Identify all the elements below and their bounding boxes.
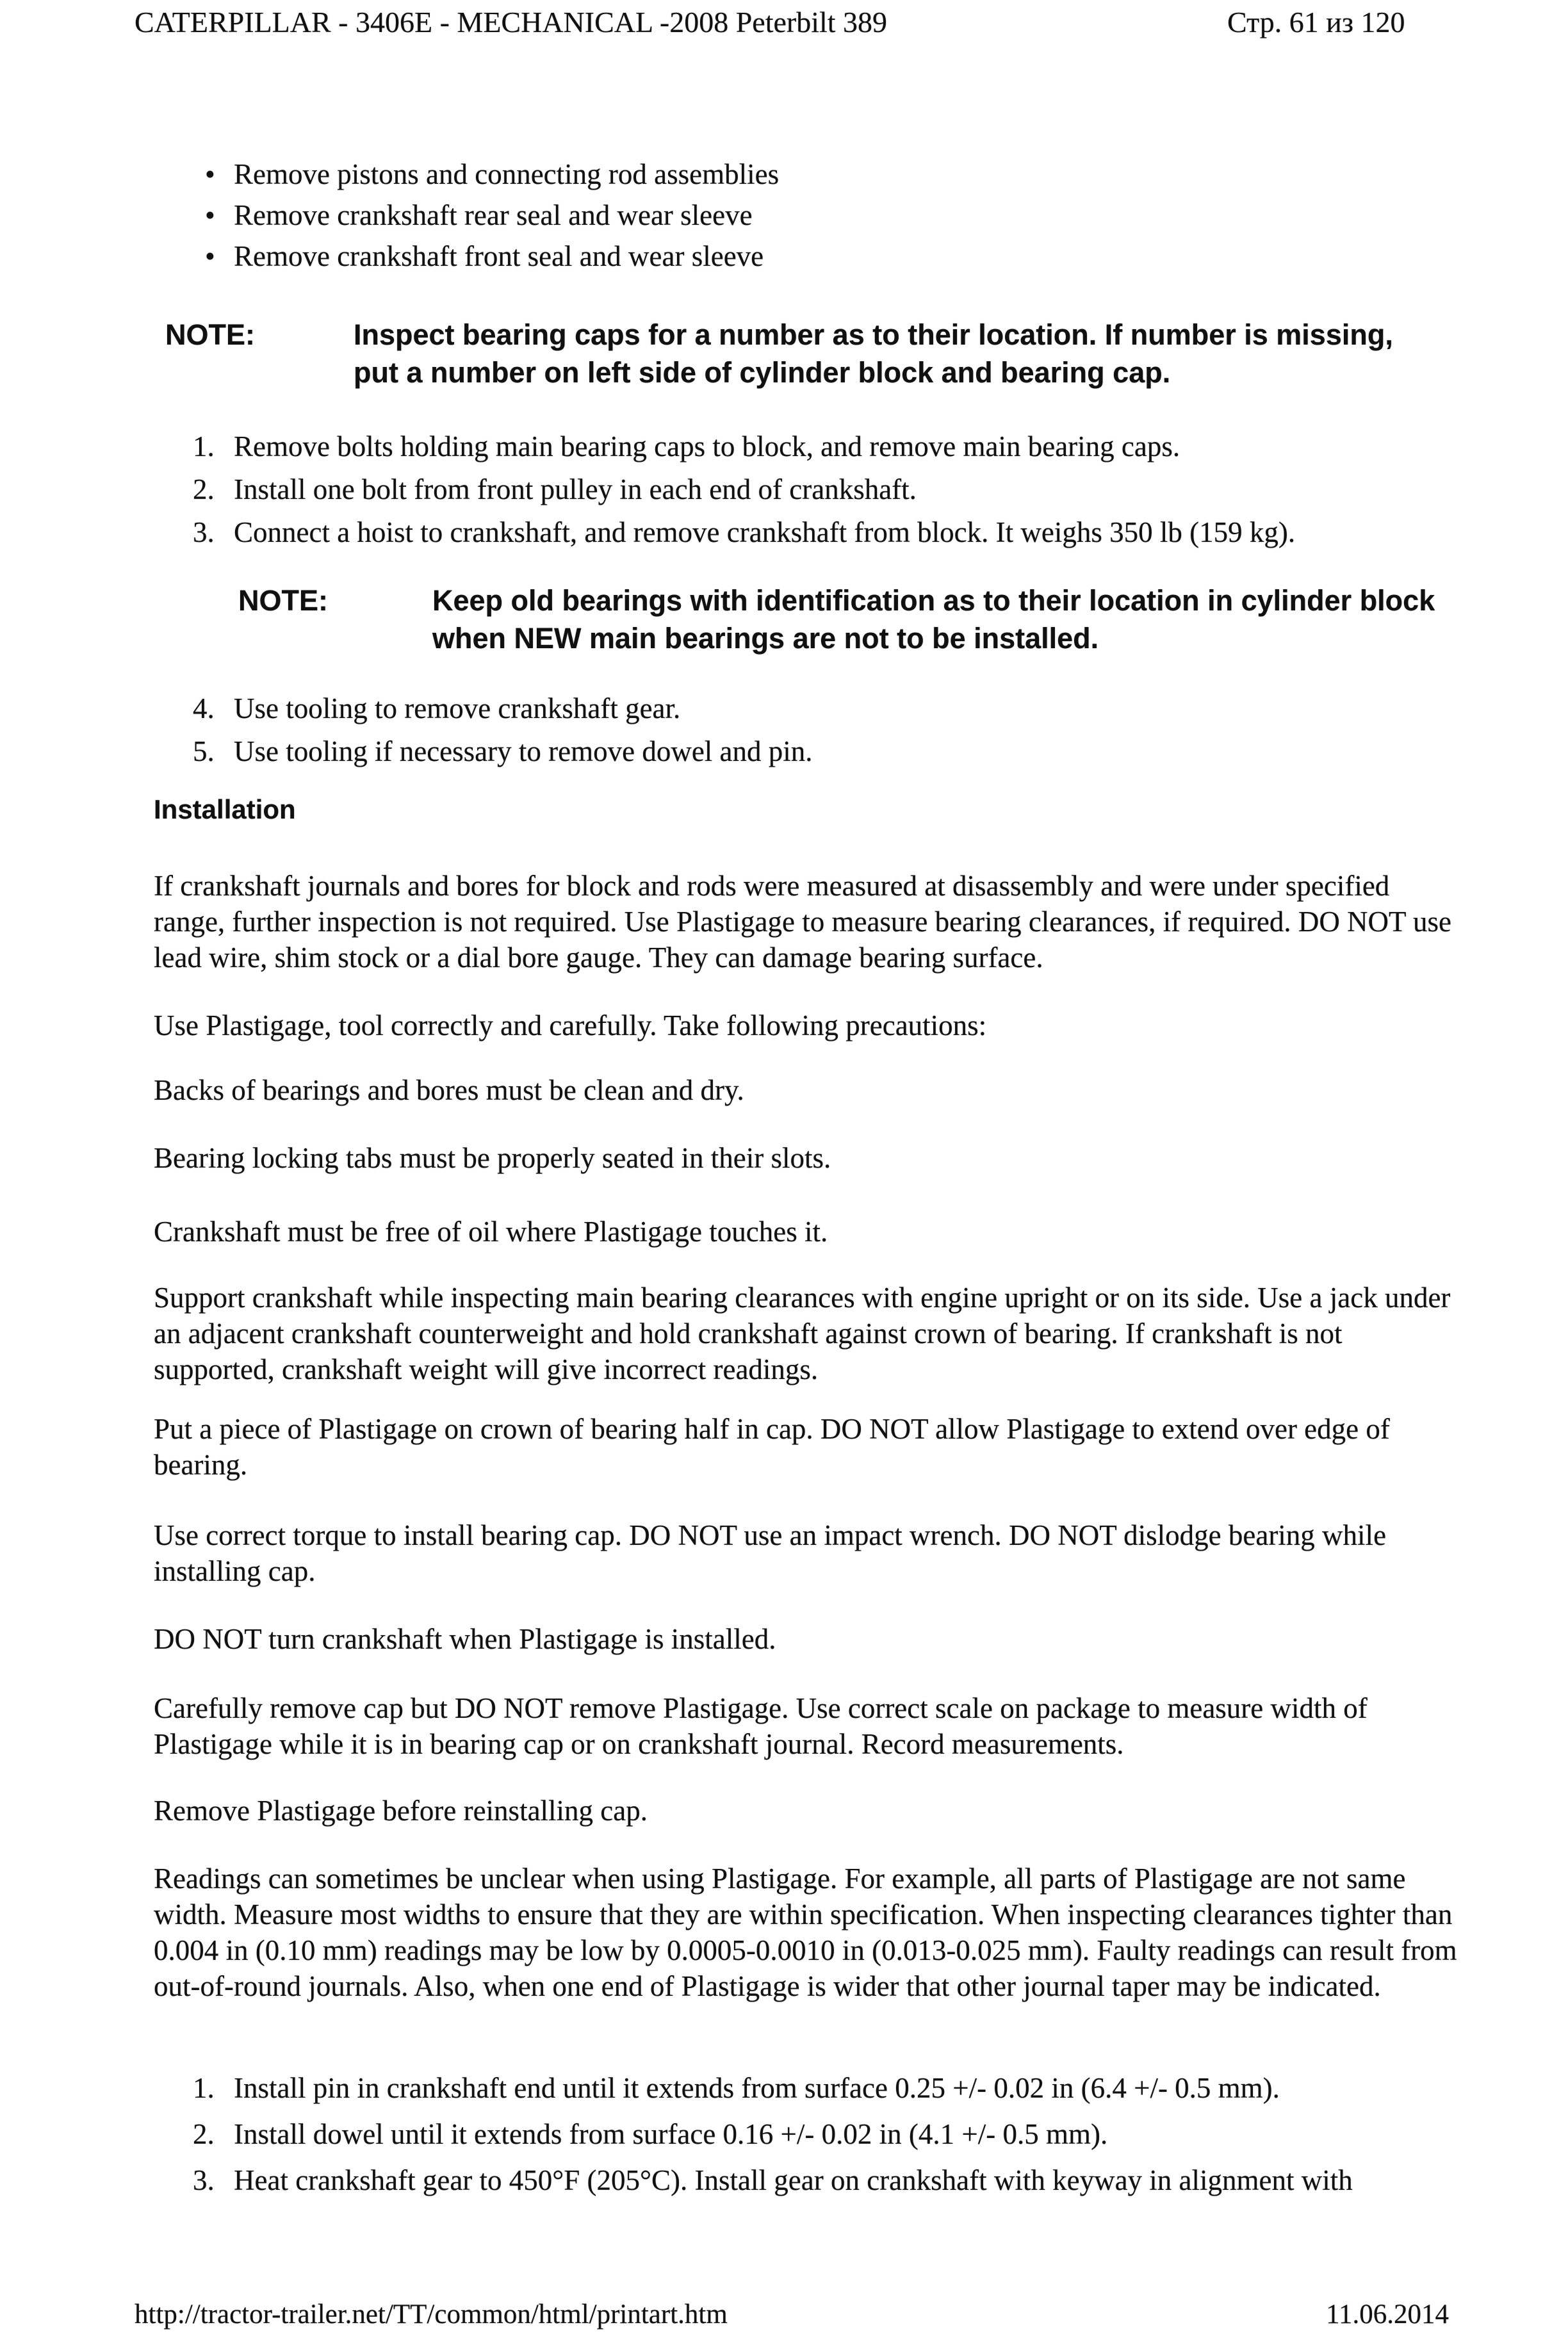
step-number: 3. bbox=[193, 2164, 215, 2196]
step-text: Install dowel until it extends from surface 0.16 +/- 0.02 in (4.1 +/- 0.5 mm). bbox=[234, 2118, 1108, 2150]
step-text: Use tooling if necessary to remove dowel and pin. bbox=[234, 735, 813, 767]
step-item bbox=[193, 690, 1489, 726]
step-item bbox=[193, 514, 1489, 550]
step-number: 2. bbox=[193, 2118, 215, 2150]
step-item bbox=[193, 2162, 1489, 2198]
paragraph: Use Plastigage, tool correctly and carefully. Take following precautions: bbox=[154, 1009, 987, 1041]
paragraph: Support crankshaft while inspecting main bearing clearances with engine upright or on its side. Use a jack under an adjacent crankshaft counterweight and hold crankshaft against crown of bearing. If crankshaft is not supported, crankshaft weight will give incorrect readings. bbox=[154, 1282, 1451, 1385]
step-text: Heat crankshaft gear to 450°F (205°C). Install gear on crankshaft with keyway in alignment with bbox=[234, 2164, 1353, 2196]
step-item bbox=[193, 2070, 1489, 2106]
paragraph: Put a piece of Plastigage on crown of bearing half in cap. DO NOT allow Plastigage to extend over edge of bearing. bbox=[154, 1413, 1390, 1481]
footer-url: http://tractor-trailer.net/TT/common/html/printart.htm bbox=[135, 2299, 728, 2329]
paragraph: Use correct torque to install bearing cap. DO NOT use an impact wrench. DO NOT dislodge bearing while installing cap. bbox=[154, 1519, 1387, 1587]
bullet-marker: • bbox=[205, 240, 215, 272]
document-header-title: CATERPILLAR - 3406E - MECHANICAL -2008 Peterbilt 389 bbox=[135, 6, 888, 38]
step-text: Use tooling to remove crankshaft gear. bbox=[234, 692, 681, 724]
installation-steps-1-3 bbox=[193, 2070, 1489, 2208]
paragraph: If crankshaft journals and bores for block and rods were measured at disassembly and were under specified range, further inspection is not required. Use Plastigage to measure bearing clearances, if required. DO NOT use lead wire, shim stock or a dial bore gauge. They can damage bearing surface. bbox=[154, 870, 1451, 974]
paragraph: Bearing locking tabs must be properly seated in their slots. bbox=[154, 1142, 831, 1174]
removal-steps-1-3 bbox=[193, 428, 1489, 557]
paragraph: Crankshaft must be free of oil where Plastigage touches it. bbox=[154, 1216, 828, 1248]
step-number: 2. bbox=[193, 473, 215, 505]
note-label: NOTE: bbox=[238, 584, 328, 617]
paragraph: Remove Plastigage before reinstalling cap. bbox=[154, 1795, 648, 1827]
list-item bbox=[196, 156, 779, 192]
step-number: 1. bbox=[193, 2072, 215, 2104]
section-heading-installation: Installation bbox=[154, 794, 296, 824]
step-item bbox=[193, 2116, 1489, 2152]
step-item bbox=[193, 471, 1489, 507]
page-indicator: Стр. 61 из 120 bbox=[1227, 6, 1405, 38]
paragraph: Backs of bearings and bores must be clean and dry. bbox=[154, 1074, 744, 1106]
list-item-text: Remove crankshaft rear seal and wear sleeve bbox=[234, 199, 753, 231]
note-label: NOTE: bbox=[165, 318, 255, 351]
removal-bullet-list bbox=[196, 156, 779, 279]
step-text: Install pin in crankshaft end until it extends from surface 0.25 +/- 0.02 in (6.4 +/- 0.5 mm). bbox=[234, 2072, 1280, 2104]
list-item bbox=[196, 238, 779, 274]
list-item-text: Remove crankshaft front seal and wear sleeve bbox=[234, 240, 764, 272]
step-number: 1. bbox=[193, 430, 215, 462]
step-text: Remove bolts holding main bearing caps to block, and remove main bearing caps. bbox=[234, 430, 1180, 462]
bullet-marker: • bbox=[205, 199, 215, 231]
note-text: Keep old bearings with identification as to their location in cylinder block when NEW main bearings are not to be installed. bbox=[432, 584, 1435, 655]
removal-steps-4-5 bbox=[193, 690, 1489, 776]
step-number: 3. bbox=[193, 516, 215, 548]
footer-date: 11.06.2014 bbox=[1326, 2299, 1449, 2329]
list-item bbox=[196, 197, 779, 233]
paragraph: Readings can sometimes be unclear when using Plastigage. For example, all parts of Plastigage are not same width. Measure most widths to ensure that they are within specification. When inspecting clearances tighter than 0.004 in (0.10 mm) readings may be low by 0.0005-0.0010 in (0.013-0.025 mm). Faulty readings can result from out-of-round journals. Also, when one end of Plastigage is wider that other journal taper may be indicated. bbox=[154, 1863, 1457, 2002]
step-text: Install one bolt from front pulley in each end of crankshaft. bbox=[234, 473, 917, 505]
step-item bbox=[193, 428, 1489, 464]
step-number: 4. bbox=[193, 692, 215, 724]
note-text: Inspect bearing caps for a number as to their location. If number is missing, put a number on left side of cylinder block and bearing cap. bbox=[354, 318, 1393, 389]
bullet-marker: • bbox=[205, 158, 215, 190]
step-item bbox=[193, 733, 1489, 769]
paragraph: DO NOT turn crankshaft when Plastigage is installed. bbox=[154, 1623, 776, 1655]
step-text: Connect a hoist to crankshaft, and remove crankshaft from block. It weighs 350 lb (159 kg). bbox=[234, 516, 1296, 548]
paragraph: Carefully remove cap but DO NOT remove Plastigage. Use correct scale on package to measure width of Plastigage while it is in bearing cap or on crankshaft journal. Record measurements. bbox=[154, 1692, 1368, 1760]
step-number: 5. bbox=[193, 735, 215, 767]
list-item-text: Remove pistons and connecting rod assemblies bbox=[234, 158, 780, 190]
